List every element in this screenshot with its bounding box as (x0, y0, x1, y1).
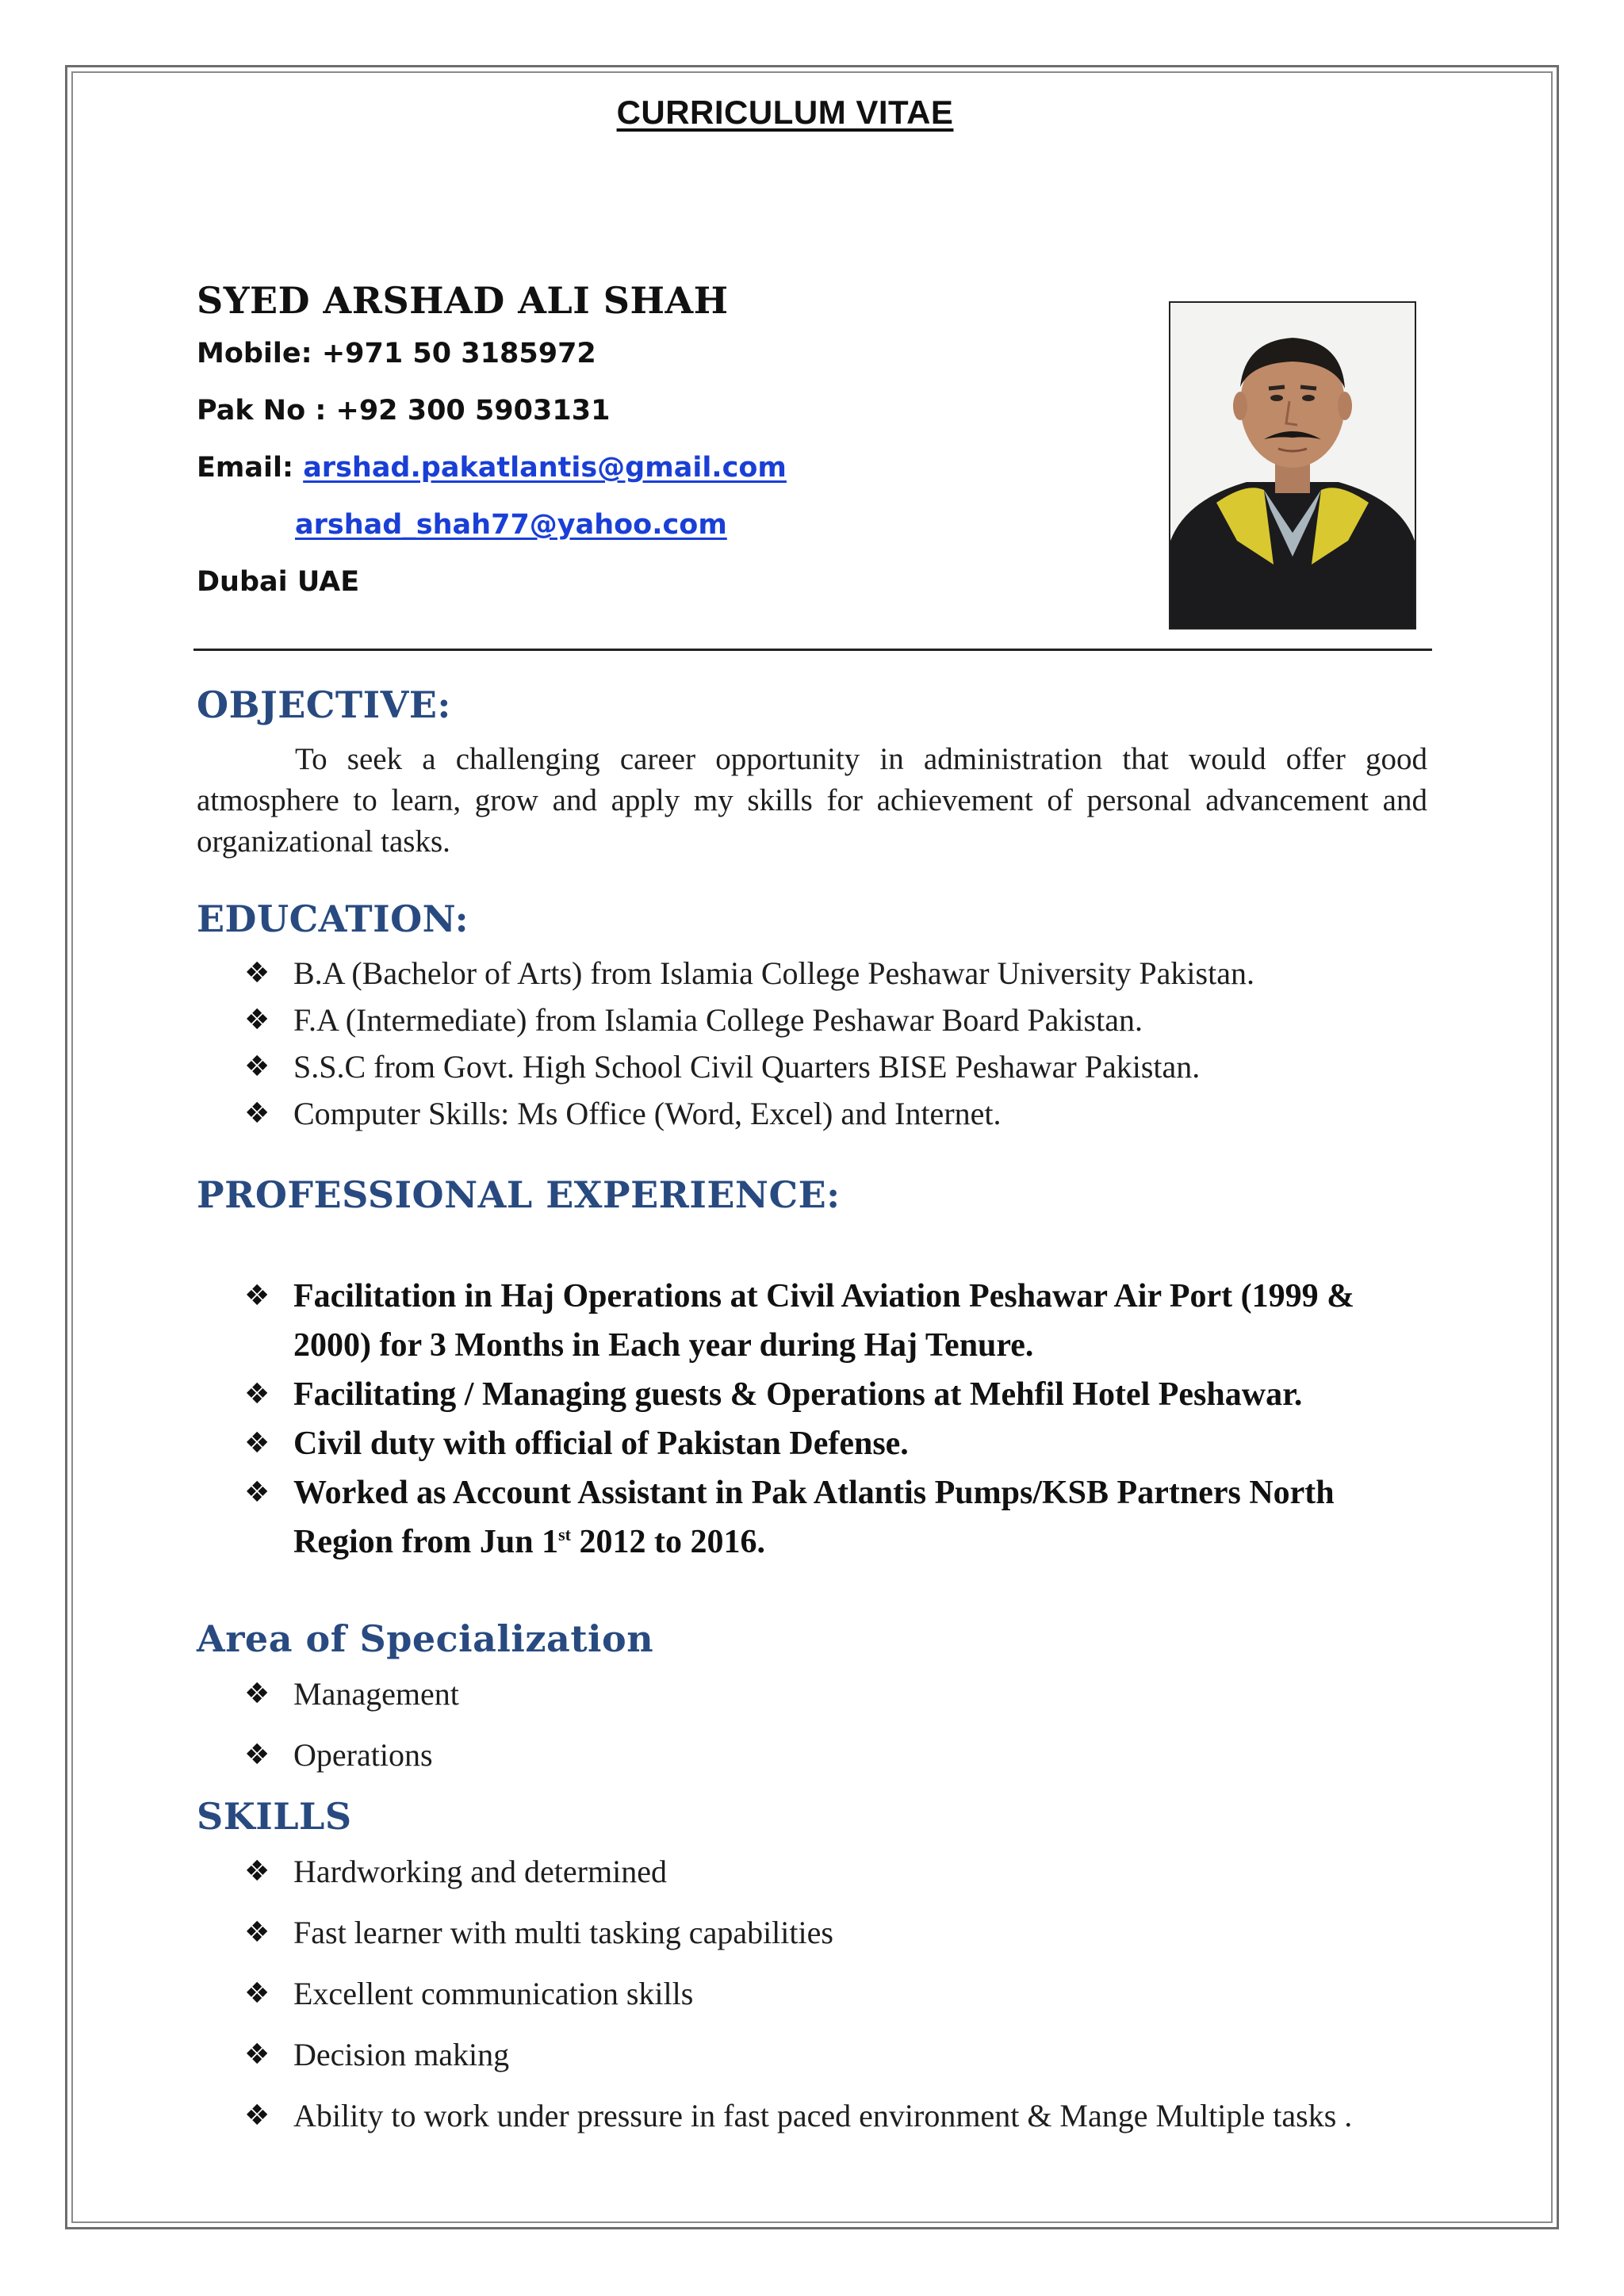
list-item: ❖ Ability to work under pressure in fast paced environment & Mange Multiple tasks . (244, 2085, 1457, 2146)
document-title: CURRICULUM VITAE (616, 94, 954, 131)
list-item: ❖ Facilitating / Managing guests & Operations at Mehfil Hotel Peshawar. (244, 1370, 1410, 1419)
list-item: ❖ Computer Skills: Ms Office (Word, Excel) and Internet. (244, 1090, 1481, 1137)
diamond-bullet-icon: ❖ (244, 1855, 270, 1888)
pakistan-number: Pak No : +92 300 5903131 (197, 395, 611, 427)
email-link-gmail[interactable]: arshad.pakatlantis@gmail.com (303, 452, 787, 484)
list-item: ❖ F.A (Intermediate) from Islamia College Peshawar Board Pakistan. (244, 997, 1481, 1043)
diamond-bullet-icon: ❖ (244, 1280, 270, 1312)
education-list (244, 950, 1481, 1137)
list-item: ❖ Civil duty with official of Pakistan Defense. (244, 1419, 1410, 1468)
profile-photo (1169, 301, 1416, 629)
list-item: ❖ Worked as Account Assistant in Pak Atlantis Pumps/KSB Partners North Region from Jun 1st 2012 to 2016. (244, 1468, 1410, 1567)
diamond-bullet-icon: ❖ (244, 1916, 270, 1949)
skills-heading: SKILLS (197, 1795, 352, 1838)
person-name: SYED ARSHAD ALI SHAH (197, 279, 729, 322)
education-heading: EDUCATION: (197, 897, 469, 940)
experience-heading: PROFESSIONAL EXPERIENCE: (197, 1173, 841, 1216)
diamond-bullet-icon: ❖ (244, 1476, 270, 1509)
email-row-2 (295, 509, 727, 541)
diamond-bullet-icon: ❖ (244, 1427, 270, 1460)
objective-text (197, 739, 1427, 863)
list-item: ❖ Management (244, 1663, 1481, 1724)
diamond-bullet-icon: ❖ (244, 1050, 270, 1083)
list-item: ❖ Excellent communication skills (244, 1963, 1457, 2024)
diamond-bullet-icon: ❖ (244, 957, 270, 989)
location: Dubai UAE (197, 566, 360, 598)
list-item: ❖ Facilitation in Haj Operations at Civil Aviation Peshawar Air Port (1999 & 2000) for 3 Months in Each year during Haj Tenure. (244, 1272, 1410, 1370)
diamond-bullet-icon: ❖ (244, 1004, 270, 1036)
specialization-list (244, 1663, 1481, 1785)
email-row (197, 452, 787, 484)
list-item: ❖ B.A (Bachelor of Arts) from Islamia College Peshawar University Pakistan. (244, 950, 1481, 997)
objective-body: To seek a challenging career opportunity in administration that would offer good atmosphere to learn, grow and apply my skills for achievement of personal advancement and organizational tasks. (197, 742, 1427, 859)
list-item: ❖ Decision making (244, 2024, 1457, 2085)
diamond-bullet-icon: ❖ (244, 1097, 270, 1130)
diamond-bullet-icon: ❖ (244, 1739, 270, 1771)
diamond-bullet-icon: ❖ (244, 1678, 270, 1710)
skills-list (244, 1841, 1457, 2146)
objective-heading: OBJECTIVE: (197, 683, 451, 726)
list-item: ❖ Hardworking and determined (244, 1841, 1457, 1902)
experience-list (244, 1272, 1410, 1567)
diamond-bullet-icon: ❖ (244, 1977, 270, 2010)
diamond-bullet-icon: ❖ (244, 2099, 270, 2132)
list-item: ❖ Operations (244, 1724, 1481, 1785)
specialization-heading: Area of Specialization (197, 1617, 654, 1660)
list-item: ❖ S.S.C from Govt. High School Civil Quarters BISE Peshawar Pakistan. (244, 1043, 1481, 1090)
email-label: Email: (197, 452, 304, 484)
diamond-bullet-icon: ❖ (244, 2038, 270, 2071)
header-divider (193, 649, 1432, 651)
list-item: ❖ Fast learner with multi tasking capabilities (244, 1902, 1457, 1963)
mobile-number: Mobile: +971 50 3185972 (197, 338, 596, 369)
diamond-bullet-icon: ❖ (244, 1378, 270, 1410)
email-link-yahoo[interactable]: arshad_shah77@yahoo.com (295, 509, 727, 541)
